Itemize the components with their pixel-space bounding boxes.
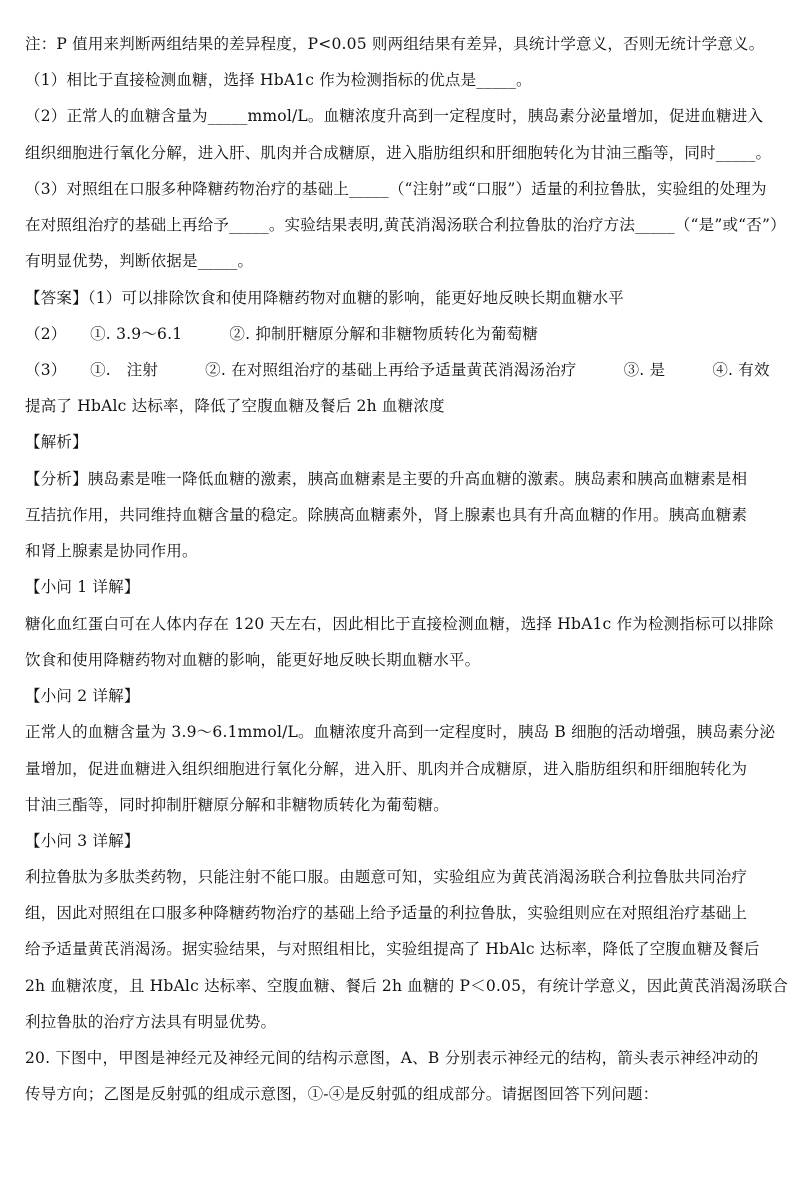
- sub-question-1-text: 饮食和使用降糖药物对血糖的影响，能更好地反映长期血糖水平。: [25, 651, 481, 669]
- sub-question-1-heading: 【小问 1 详解】: [25, 578, 140, 596]
- answer-line: 提高了 HbAlc 达标率，降低了空腹血糖及餐后 2h 血糖浓度: [25, 397, 445, 415]
- question-20-text: 传导方向；乙图是反射弧的组成示意图，①-④是反射弧的组成部分。请据图回答下列问题：: [25, 1085, 659, 1103]
- answer-line: （2） ①. 3.9～6.1 ②. 抑制肝糖原分解和非糖物质转化为葡萄糖: [25, 325, 538, 343]
- answer-section: 【答案】（1）可以排除饮食和使用降糖药物对血糖的影响，能更好地反映长期血糖水平: [25, 289, 624, 307]
- table-note: 注：P 值用来判断两组结果的差异程度，P<0.05 则两组结果有差异，具统计学意义，否则无统计学意义。: [25, 35, 765, 53]
- question-2-text: （2）正常人的血糖含量为_____mmol/L。血糖浓度升高到一定程度时，胰岛素分泌量增加，促进血糖进入: [25, 107, 764, 125]
- sub-question-3-heading: 【小问 3 详解】: [25, 832, 140, 850]
- sub-question-3-text: 给予适量黄芪消渴汤。据实验结果，与对照组相比，实验组提高了 HbAlc 达标率，降低了空腹血糖及餐后: [25, 940, 760, 958]
- question-3-text: （3）对照组在口服多种降糖药物治疗的基础上_____（“注射”或“口服”）适量的利拉鲁肽，实验组的处理为: [25, 180, 767, 198]
- analysis-text: 互拮抗作用，共同维持血糖含量的稳定。除胰高血糖素外，肾上腺素也具有升高血糖的作用。胰高血糖素: [25, 506, 748, 524]
- sub-question-2-text: 量增加，促进血糖进入组织细胞进行氧化分解，进入肝、肌肉并合成糖原，进入脂肪组织和肝细胞转化为: [25, 760, 748, 778]
- sub-question-3-text: 利拉鲁肽为多肽类药物，只能注射不能口服。由题意可知，实验组应为黄芪消渴汤联合利拉鲁肽共同治疗: [25, 868, 748, 886]
- sub-question-3-text: 2h 血糖浓度，且 HbAlc 达标率、空腹血糖、餐后 2h 血糖的 P＜0.05，有统计学意义，因此黄芪消渴汤联合: [25, 977, 789, 995]
- question-1-text: （1）相比于直接检测血糖，选择 HbA1c 作为检测指标的优点是_____。: [25, 71, 532, 89]
- sub-question-3-text: 利拉鲁肽的治疗方法具有明显优势。: [25, 1013, 277, 1031]
- question-3-text: 在对照组治疗的基础上再给予_____。实验结果表明,黄芪消渴汤联合利拉鲁肽的治疗方法_____（“是”或“否”）: [25, 216, 786, 234]
- question-20-text: 20. 下图中，甲图是神经元及神经元间的结构示意图，A、B 分别表示神经元的结构，箭头表示神经冲动的: [25, 1049, 759, 1067]
- sub-question-2-text: 正常人的血糖含量为 3.9～6.1mmol/L。血糖浓度升高到一定程度时，胰岛 B 细胞的活动增强，胰岛素分泌: [25, 723, 776, 741]
- answer-line: （3） ①. 注射 ②. 在对照组治疗的基础上再给予适量黄芪消渴汤治疗 ③. 是 ④. 有效: [25, 361, 770, 379]
- analysis-text: 【分析】胰岛素是唯一降低血糖的激素，胰高血糖素是主要的升高血糖的激素。胰岛素和胰高血糖素是相: [25, 470, 748, 488]
- question-3-text: 有明显优势，判断依据是_____。: [25, 252, 254, 270]
- sub-question-1-text: 糖化血红蛋白可在人体内存在 120 天左右，因此相比于直接检测血糖，选择 HbA1c 作为检测指标可以排除: [25, 615, 774, 633]
- sub-question-2-heading: 【小问 2 详解】: [25, 687, 140, 705]
- analysis-text: 和肾上腺素是协同作用。: [25, 542, 198, 560]
- question-2-text: 组织细胞进行氧化分解，进入肝、肌肉并合成糖原，进入脂肪组织和肝细胞转化为甘油三酯等，同时_____。: [25, 144, 772, 162]
- sub-question-2-text: 甘油三酯等，同时抑制肝糖原分解和非糖物质转化为葡萄糖。: [25, 796, 449, 814]
- explanation-heading: 【解析】: [25, 433, 88, 451]
- sub-question-3-text: 组，因此对照组在口服多种降糖药物治疗的基础上给予适量的利拉鲁肽，实验组则应在对照组治疗基础上: [25, 904, 748, 922]
